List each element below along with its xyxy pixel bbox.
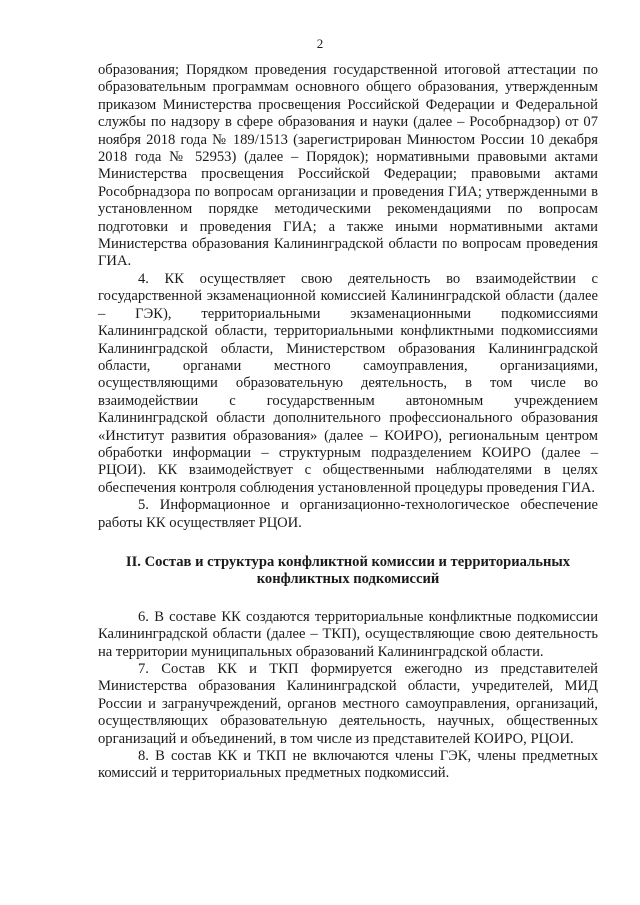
paragraph-5: 5. Информационное и организационно-технологическое обеспечение работы КК осуществляет РЦОИ. bbox=[98, 497, 598, 531]
paragraph-8: 8. В состав КК и ТКП не включаются члены ГЭК, члены предметных комиссий и территориальных предметных подкомиссий. bbox=[98, 748, 598, 782]
paragraph-7: 7. Состав КК и ТКП формируется ежегодно из представителей Министерства образования Калининградской области, учредителей, МИД России и загранучреждений, органов местного самоуправления, организаций, осуществляющих образовательную деятельность, научных, общественных организаций и объединений, в том числе из представителей КОИРО, РЦОИ. bbox=[98, 661, 598, 747]
page-number: 2 bbox=[316, 36, 324, 51]
paragraph-6: 6. В составе КК создаются территориальные конфликтные подкомиссии Калининградской области (далее – ТКП), осуществляющие свою деятельность на территории муниципальных образований Калининградской области. bbox=[98, 608, 598, 660]
paragraph-continued: образования; Порядком проведения государственной итоговой аттестации по образовательным программам основного общего образования, утвержденным приказом Министерства просвещения Российской Федерации и Федеральной службы по надзору в сфере образования и науки (далее – Рособрнадзор) от 07 ноября 2018 года № 189/1513 (зарегистрирован Минюстом России 10 декабря 2018 года № 52953) (далее – Порядок); нормативными правовыми актами Министерства просвещения Российской Федерации; правовыми актами Рособрнадзора по вопросам организации и проведения ГИА; утвержденными в установленном порядке методическими рекомендациями по вопросам подготовки и проведения ГИА; а также иными нормативными актами Министерства образования Калининградской области по вопросам проведения ГИА. bbox=[98, 62, 598, 270]
paragraph-4: 4. КК осуществляет свою деятельность во взаимодействии с государственной экзаменационной комиссией Калининградской области (далее – ГЭК), территориальными экзаменационными подкомиссиями Калининградской области, территориальными конфликтными подкомиссиями Калининградской области, Министерством образования Калининградской области, органами местного самоуправления, организациями, осуществляющими образовательную деятельность, в том числе во взаимодействии с государственным автономным учреждением Калининградской области дополнительного профессионального образования «Институт развития образования» (далее – КОИРО), региональным центром обработки информации – структурным подразделением КОИРО (далее – РЦОИ). КК взаимодействует с общественными наблюдателями в целях обеспечения контроля соблюдения установленной процедуры проведения ГИА. bbox=[98, 270, 598, 496]
section-heading: II. Состав и структура конфликтной комиссии и территориальных конфликтных подкомиссий bbox=[125, 553, 571, 588]
document-body bbox=[98, 62, 598, 783]
